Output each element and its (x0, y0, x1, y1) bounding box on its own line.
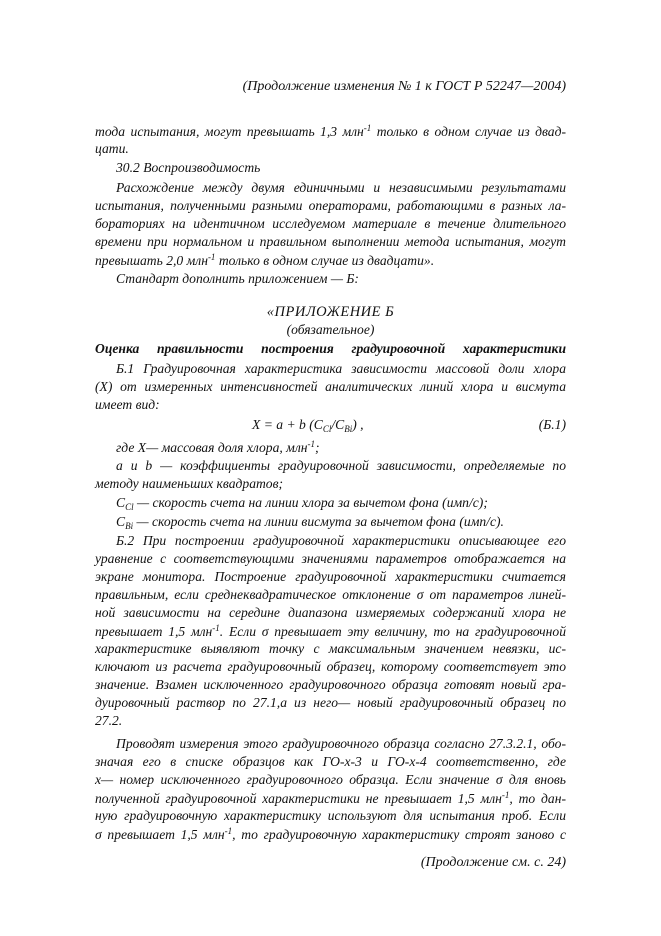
paragraph-line: значая его в списке образцов как ГО-х-3 и ГО-х-4 соответственно, где (95, 754, 566, 769)
paragraph-line: полученной градуировочной характеристики не превышает 1,5 млн$^{-1}$, то дан- (95, 790, 566, 806)
amendment-instruction: Стандарт дополнить приложением — Б: (116, 271, 359, 286)
paragraph-line: времени при нормальном и правильном выполнении метода испытания, могут (95, 234, 566, 249)
paragraph-line: ную градуировочную характеристику используют для испытания проб. Если (95, 808, 566, 823)
paragraph-line: цати. (95, 141, 129, 156)
paragraph-line: σ превышает 1,5 млн$^{-1}$, то градуировочную характеристику строят заново с (95, 826, 566, 842)
paragraph-line: тода испытания, могут превышать 1,3 млн$^{-1}$ только в одном случае из двад- (95, 123, 566, 139)
formula-number: (Б.1) (538, 417, 566, 432)
paragraph-line: х— номер исключенного градуировочного образца. Если значение σ для вновь (95, 772, 566, 787)
appendix-title: «ПРИЛОЖЕНИЕ Б (266, 304, 395, 320)
page-footer: (Продолжение см. с. 24) (420, 855, 566, 870)
paragraph-line: имеет вид: (95, 397, 160, 412)
paragraph-line: значение. Взамен исключенного градуировочного образца готовят новый гра- (95, 677, 566, 692)
paragraph-line: дуировочный раствор по 27.1,а из него— новый градуировочный образец по (95, 695, 566, 710)
definition-line: а и b — коэффициенты градуировочной зависимости, определяемые по (116, 458, 566, 473)
paragraph-line: 27.2. (95, 713, 123, 728)
paragraph-line: Б.1 Градуировочная характеристика зависимости массовой доли хлора (116, 361, 566, 376)
definition-line: где X— массовая доля хлора, млн$^{-1}$; (116, 439, 320, 455)
page-header: (Продолжение изменения № 1 к ГОСТ Р 52247—2004) (242, 79, 566, 94)
paragraph-line: Расхождение между двумя единичными и независимыми результатами (116, 180, 566, 195)
section-heading-30-2: 30.2 Воспроизводимость (116, 160, 261, 175)
paragraph-line: бораториях на идентичном исследуемом материале в течение длительного (95, 216, 566, 231)
paragraph-line: характеристике выявляют точку с максимальным значением невязки, ис- (95, 641, 566, 656)
paragraph-line: Б.2 При построении градуировочной характеристики описывающее его (116, 533, 566, 548)
paragraph-line: Проводят измерения этого градуировочного образца согласно 27.3.2.1, обо- (116, 736, 566, 751)
paragraph-line: уравнение с соответствующими значениями параметров отображается на (95, 551, 566, 566)
definition-line: $C_{Bi}$ — скорость счета на линии висмута за вычетом фона (имп/с). (116, 514, 504, 531)
paragraph-line: экране монитора. Построение градуировочной характеристики считается (95, 569, 566, 584)
paragraph-line: правильным, если среднеквадратическое отклонение σ от параметров линей- (95, 587, 566, 602)
definition-line: $C_{Cl}$ — скорость счета на линии хлора за вычетом фона (имп/с); (116, 495, 488, 512)
paragraph-line: (X) от измеренных интенсивностей аналитических линий хлора и висмута (95, 379, 566, 394)
paragraph-line: ключают из расчета градуировочный образец, которому соответствует это (95, 659, 566, 674)
formula: X = a + b $(C_{Cl}/C_{Bi})$ , (252, 417, 364, 434)
paragraph-line: ной зависимости на середине диапазона измеряемых содержаний хлора не (95, 605, 566, 620)
definition-line: методу наименьших квадратов; (95, 476, 284, 491)
paragraph-line: испытания, полученными разными операторами, работающими в разных ла- (95, 198, 566, 213)
appendix-status: (обязательное) (286, 322, 375, 337)
paragraph-line: превышает 1,5 млн$^{-1}$. Если σ превышает эту величину, то на градуировочной (95, 623, 566, 639)
paragraph-line: превышать 2,0 млн$^{-1}$ только в одном случае из двадцати». (95, 252, 435, 268)
appendix-heading: Оценка правильности построения градуировочной характеристики (95, 341, 566, 356)
